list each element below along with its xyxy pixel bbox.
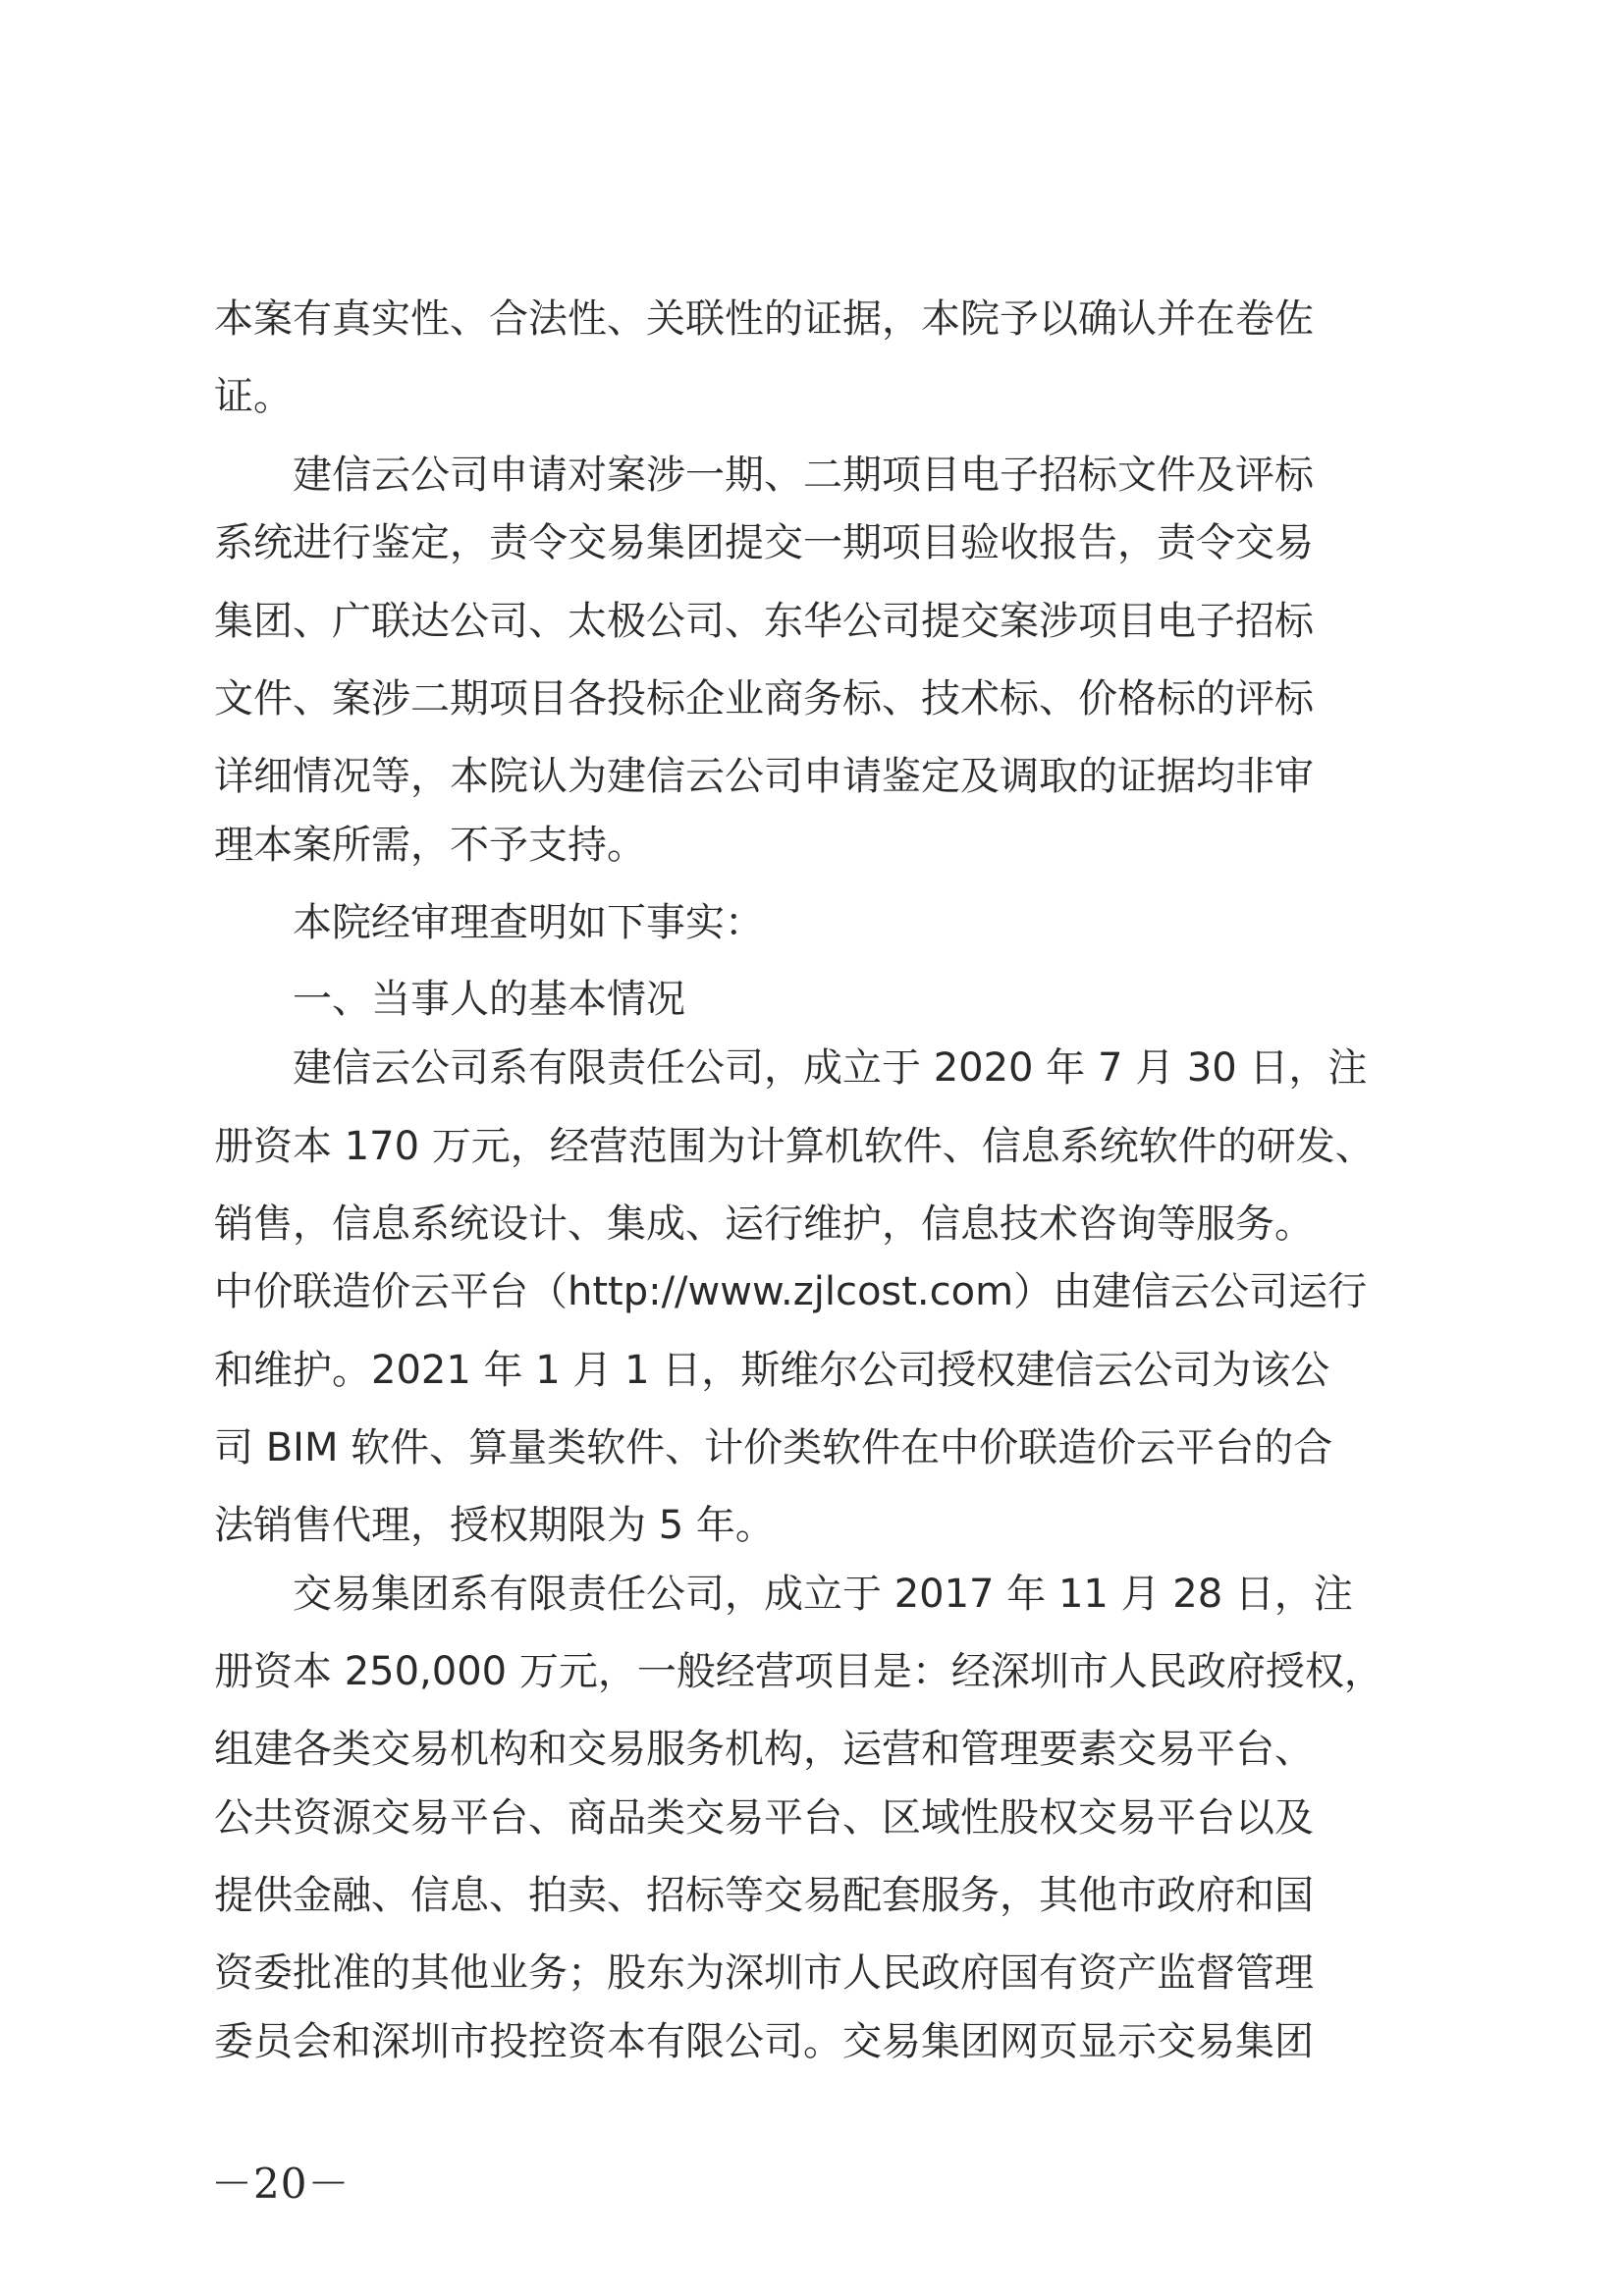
text-line: 法销售代理，授权期限为 5 年。: [214, 1503, 775, 1548]
text-line: 中价联造价云平台（http://www.zjlcost.com）由建信云公司运行: [214, 1269, 1368, 1314]
text-line: 系统进行鉴定，责令交易集团提交一期项目验收报告，责令交易: [214, 520, 1314, 565]
text-line: 销售，信息系统设计、集成、运行维护，信息技术咨询等服务。: [214, 1201, 1314, 1247]
text-line: 委员会和深圳市投控资本有限公司。交易集团网页显示交易集团: [214, 2019, 1314, 2064]
text-line: 册资本 170 万元，经营范围为计算机软件、信息系统软件的研发、: [214, 1124, 1375, 1169]
text-line: 理本案所需，不予支持。: [214, 823, 646, 868]
text-line: 和维护。2021 年 1 月 1 日，斯维尔公司授权建信云公司为该公: [214, 1348, 1330, 1393]
text-line: 司 BIM 软件、算量类软件、计价类软件在中价联造价云平台的合: [214, 1425, 1333, 1470]
text-line: 交易集团系有限责任公司，成立于 2017 年 11 月 28 日，注: [293, 1572, 1353, 1617]
text-line: 册资本 250,000 万元，一般经营项目是：经深圳市人民政府授权，: [214, 1649, 1383, 1694]
text-line: 资委批准的其他业务；股东为深圳市人民政府国有资产监督管理: [214, 1950, 1314, 1996]
text-line: 组建各类交易机构和交易服务机构，运营和管理要素交易平台、: [214, 1727, 1314, 1772]
text-line: 证。: [214, 374, 293, 419]
text-line: 文件、案涉二期项目各投标企业商务标、技术标、价格标的评标: [214, 676, 1314, 721]
text-line: 详细情况等，本院认为建信云公司申请鉴定及调取的证据均非审: [214, 754, 1314, 799]
text-line: 提供金融、信息、拍卖、招标等交易配套服务，其他市政府和国: [214, 1873, 1314, 1918]
text-line: 建信云公司系有限责任公司，成立于 2020 年 7 月 30 日，注: [293, 1045, 1368, 1091]
text-line: 本院经审理查明如下事实：: [293, 900, 764, 945]
text-line: 公共资源交易平台、商品类交易平台、区域性股权交易平台以及: [214, 1795, 1314, 1841]
text-line: 集团、广联达公司、太极公司、东华公司提交案涉项目电子招标: [214, 599, 1314, 644]
text-line: 建信云公司申请对案涉一期、二期项目电子招标文件及评标: [293, 453, 1314, 498]
section-heading: 一、当事人的基本情况: [293, 977, 685, 1022]
text-line: 本案有真实性、合法性、关联性的证据，本院予以确认并在卷佐: [214, 296, 1314, 342]
page-number: －20－: [211, 2160, 351, 2208]
